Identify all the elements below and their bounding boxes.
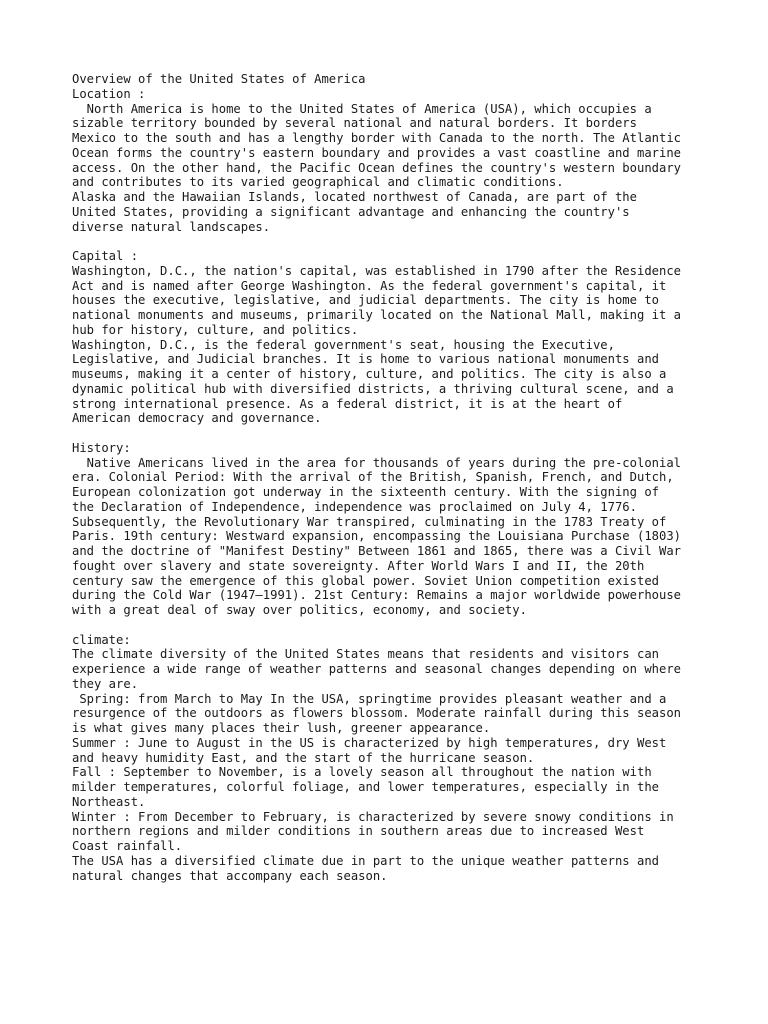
location-text-line: Mexico to the south and has a lengthy border with Canada to the north. The Atlantic (72, 131, 682, 145)
climate-text-line: Fall : September to November, is a lovely season all throughout the nation with (72, 765, 652, 780)
capital-text-line: Washington, D.C., the nation's capital, was established in 1790 after the Residence (72, 263, 682, 278)
climate-text-line: The USA has a diversified climate due in part to the unique weather patterns and (72, 853, 659, 868)
climate-heading: climate: (72, 632, 131, 647)
climate-text-line: milder temperatures, colorful foliage, and lower temperatures, especially in the (72, 780, 659, 794)
history-text-line: European colonization got underway in the sixteenth century. With the signing of (72, 485, 659, 499)
history-section (72, 441, 712, 618)
capital-text-line: national monuments and museums, primarily located on the National Mall, making it a (72, 308, 682, 322)
location-text-line: North America is home to the United States of America (USA), which occupies a (72, 101, 652, 116)
capital-text-line: Washington, D.C., is the federal government's seat, housing the Executive, (72, 337, 615, 352)
capital-text-line: American democracy and governance. (72, 411, 322, 426)
location-text-line: United States, providing a significant advantage and enhancing the country's (72, 204, 630, 219)
location-heading: Location : (72, 86, 146, 101)
paragraph-spacer (72, 426, 712, 441)
climate-text-line: they are. (72, 676, 139, 691)
history-text-line: and the doctrine of "Manifest Destiny" Between 1861 and 1865, there was a Civil War (72, 544, 682, 558)
document-page (72, 72, 712, 883)
history-text-line: with a great deal of sway over politics, economy, and society. (72, 603, 527, 617)
climate-section (72, 633, 712, 884)
capital-text-line: Legislative, and Judicial branches. It is home to various national monuments and (72, 352, 659, 367)
capital-text-line: Act and is named after George Washington. As the federal government's capital, it (72, 278, 667, 293)
climate-text-line: Northeast. (72, 794, 146, 809)
location-text-line: access. On the other hand, the Pacific Ocean defines the country's western boundary (72, 160, 682, 175)
location-text-line: Alaska and the Hawaiian Islands, located northwest of Canada, are part of the (72, 190, 637, 204)
capital-text-line: strong international presence. As a federal district, it is at the heart of (72, 396, 623, 411)
location-text-line: sizable territory bounded by several national and natural borders. It borders (72, 116, 637, 131)
location-text-line: and contributes to its varied geographical and climatic conditions. (72, 175, 564, 190)
climate-text-line: and heavy humidity East, and the start of the hurricane season. (72, 750, 535, 765)
capital-text-line: hub for history, culture, and politics. (72, 322, 359, 337)
climate-text-line: northern regions and milder conditions in southern areas due to increased West (72, 824, 645, 839)
location-section (72, 87, 712, 235)
document-title: Overview of the United States of America (72, 72, 366, 86)
history-text-line: the Declaration of Independence, independence was proclaimed on July 4, 1776. (72, 499, 637, 514)
capital-section (72, 249, 712, 426)
history-text-line: Paris. 19th century: Westward expansion, encompassing the Louisiana Purchase (1803) (72, 529, 682, 544)
history-text-line: Subsequently, the Revolutionary War transpired, culminating in the 1783 Treaty of (72, 514, 667, 529)
location-text-line: diverse natural landscapes. (72, 219, 271, 234)
climate-text-line: Coast rainfall. (72, 839, 183, 853)
paragraph-spacer (72, 234, 712, 249)
history-text-line: Native Americans lived in the area for thousands of years during the pre-colonial (72, 455, 682, 470)
capital-text-line: dynamic political hub with diversified districts, a thriving cultural scene, and a (72, 381, 674, 396)
history-text-line: fought over slavery and state sovereignty. After World Wars I and II, the 20th (72, 558, 645, 573)
capital-text-line: houses the executive, legislative, and judicial departments. The city is home to (72, 293, 659, 308)
history-text-line: era. Colonial Period: With the arrival of the British, Spanish, French, and Dutch, (72, 470, 674, 485)
paragraph-spacer (72, 618, 712, 633)
capital-text-line: museums, making it a center of history, culture, and politics. The city is also a (72, 367, 667, 381)
climate-text-line: Summer : June to August in the US is characterized by high temperatures, dry West (72, 735, 667, 750)
climate-text-line: natural changes that accompany each season. (72, 868, 388, 883)
history-text-line: century saw the emergence of this global power. Soviet Union competition existed (72, 573, 659, 588)
climate-text-line: is what gives many places their lush, greener appearance. (72, 721, 491, 735)
capital-heading: Capital : (72, 249, 139, 263)
climate-text-line: The climate diversity of the United States means that residents and visitors can (72, 647, 659, 662)
climate-text-line: experience a wide range of weather patterns and seasonal changes depending on where (72, 662, 682, 676)
climate-text-line: Spring: from March to May In the USA, springtime provides pleasant weather and a (72, 691, 667, 706)
climate-text-line: resurgence of the outdoors as flowers blossom. Moderate rainfall during this season (72, 706, 682, 721)
history-text-line: during the Cold War (1947–1991). 21st Century: Remains a major worldwide powerhouse (72, 588, 682, 603)
history-heading: History: (72, 440, 131, 455)
climate-text-line: Winter : From December to February, is characterized by severe snowy conditions in (72, 809, 674, 824)
location-text-line: Ocean forms the country's eastern boundary and provides a vast coastline and marine (72, 145, 682, 160)
